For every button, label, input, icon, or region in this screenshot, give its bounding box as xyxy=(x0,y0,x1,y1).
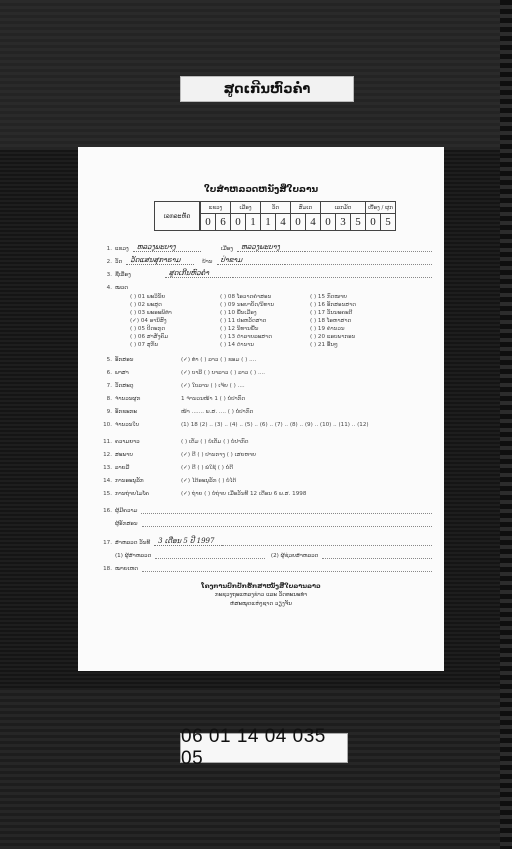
field-label: ພາສາ xyxy=(115,370,129,376)
code-header: ວັດ xyxy=(261,202,291,214)
survey-date-value: 3 ເດືອນ 5 ປີ 1997 xyxy=(154,537,222,546)
code-digit: 4 xyxy=(276,214,291,231)
code-digit: 0 xyxy=(291,214,306,231)
code-label: ເລກລະຫັດ xyxy=(154,201,200,231)
field-label: ຈຳນວນໃບ xyxy=(115,422,139,428)
field-label: ອັກຂະກະ xyxy=(115,409,137,415)
code-header: ເລກມັດ xyxy=(321,202,366,214)
field-label: ລາຍມື xyxy=(115,465,130,471)
field-survey-date: 17. ສຳຫລວດ ວັນທີ 3 ເດືອນ 5 ປີ 1997 xyxy=(90,537,432,546)
category-option: ( ) 02 ພະສູດ xyxy=(130,302,162,308)
category-option: ( ) 01 ພະວິນັຍ xyxy=(130,294,166,300)
temple-value: ວັດແສນສຸກາຣາມ xyxy=(126,256,194,265)
fields-section-b xyxy=(90,354,432,428)
field-options: (✓) ດີ ( ) ພໍໃຊ້ ( ) ບໍ່ດີ xyxy=(181,465,233,471)
field-options: (✓) ຖ່າຍ ( ) ບໍ່ຖ່າຍ ເມື່ອວັນທີ 12 ເດືອນ 6 ພ.ສ. 1998 xyxy=(181,491,307,497)
category-option: ( ) 06 ສາສັງຄົມ xyxy=(130,334,169,340)
code-header: ເມືອງ xyxy=(231,202,261,214)
category-option: ( ) 03 ພະອະພິທຳ xyxy=(130,310,172,316)
code-digit: 1 xyxy=(246,214,261,231)
field-number: 5. xyxy=(106,357,112,363)
form-field-row xyxy=(90,354,432,363)
code-header: ແຂວງ xyxy=(201,202,231,214)
code-digit: 1 xyxy=(261,214,276,231)
category-option: ( ) 19 ຄຳນວນ xyxy=(310,326,345,332)
field-label: ອັກສອນ xyxy=(115,357,134,363)
field-options: (✓) ດີ ( ) ປານກາງ ( ) ເສຍຫາຍ xyxy=(181,452,256,458)
category-option: ( ) 09 ນະຍາບັດ/ນິທານ xyxy=(220,302,275,308)
form-field-row xyxy=(90,449,432,458)
category-option: (✓) 04 ອານິສົງ xyxy=(130,318,167,324)
field-surveyors: (1) ຜູ້ສຳຫລວດ (2) ຜູ້ຊ່ວຍສຳຫລວດ xyxy=(90,550,432,559)
form-field-row xyxy=(90,488,432,497)
category-option: ( ) 16 ອັກສອນສາດ xyxy=(310,302,356,308)
code-digit: 0 xyxy=(366,214,381,231)
field-label: ການອະນຸລັກ xyxy=(115,478,144,484)
category-option: ( ) 18 ໂອຫາສາດ xyxy=(310,318,352,324)
form-field-row xyxy=(90,406,432,415)
category-option: ( ) 21 ອື່ນໆ xyxy=(310,342,338,348)
code-digit: 5 xyxy=(351,214,366,231)
fields-section-c xyxy=(90,436,432,497)
field-title: 3. ຊື່ເລື່ອງ ສູດເກີນຫົວຄ່ຳ xyxy=(90,269,432,278)
field-options: (✓) ທຳ ( ) ລາວ ( ) ຂອມ ( ) .... xyxy=(181,357,257,363)
field-remarks: 18. ໝາຍເຫດ xyxy=(90,563,432,572)
field-options: ໜ້າ ....... ພ.ສ. .... ( ) ບໍ່ປາກົດ xyxy=(181,409,254,415)
field-number: 10. xyxy=(103,422,112,428)
code-digit: 0 xyxy=(201,214,216,231)
code-digit: 6 xyxy=(216,214,231,231)
category-option: ( ) 08 ໂອວາດຄຳສອນ xyxy=(220,294,272,300)
film-edge xyxy=(500,0,512,849)
form-title: ໃບສຳຫລວດຫນັງສືໃບລານ xyxy=(203,185,319,195)
form-field-row xyxy=(90,419,432,428)
code-box xyxy=(154,201,432,231)
document-number-label: 06 01 14 04 035 05 xyxy=(180,733,348,763)
province-value: ຫລວງພະບາງ xyxy=(133,243,201,252)
field-number: 8. xyxy=(106,396,112,402)
form-footer: ໂຄງການປົກປັກຮັກສາໜັງສືໃບລານລາວ ກະຊວງຖະແຫລງຂ່າວ ແລະ ວັດທະນະທຳ ຫໍສະໝຸດແຫ່ງຊາດ ວຽງຈັນ xyxy=(201,582,321,607)
field-label: ວັດສະດຸ xyxy=(115,383,134,389)
field-label: ການຖ່າຍໄມໂຄ xyxy=(115,491,150,497)
category-option: ( ) 15 ກົດໝາຍ xyxy=(310,294,347,300)
district-value: ຫລວງພະບາງ xyxy=(237,243,305,252)
manuscript-title-value: ສູດເກີນຫົວຄ່ຳ xyxy=(165,269,233,278)
code-digit: 5 xyxy=(381,214,396,231)
code-digit: 0 xyxy=(231,214,246,231)
field-number: 13. xyxy=(103,465,112,471)
field-number: 12. xyxy=(103,452,112,458)
field-label: ຈຳນວນຜູກ xyxy=(115,396,141,402)
field-temple: 2. ວັດ ວັດແສນສຸກາຣາມ ບ້ານ ປ່າຂາມ xyxy=(90,256,432,265)
form-field-row xyxy=(90,462,432,471)
field-number: 6. xyxy=(106,370,112,376)
field-options: (✓) ບາລີ ( ) ບາລາວ ( ) ລາວ ( ) .... xyxy=(181,370,266,376)
field-label: ຄວາມຍາວ xyxy=(115,439,140,445)
category-option: ( ) 20 ແອບພາກອນ xyxy=(310,334,356,340)
form-field-row xyxy=(90,393,432,402)
form-field-row xyxy=(90,380,432,389)
field-category: 4. ໝວດ xyxy=(106,285,129,291)
category-option: ( ) 07 ສຸກັນ xyxy=(130,342,159,348)
survey-form xyxy=(78,147,444,671)
field-label: ສະພາບ xyxy=(115,452,133,458)
category-option: ( ) 17 ວັນນະຄະດີ xyxy=(310,310,353,316)
field-province: 1. ແຂວງ ຫລວງພະບາງ ເມືອງ ຫລວງພະບາງ xyxy=(90,243,432,252)
field-scribe: ຜູ້ອັກສອນ xyxy=(90,518,432,527)
code-header: ສົມເດ xyxy=(291,202,321,214)
field-number: 14. xyxy=(103,478,112,484)
field-options: 1 ຈຳນວນໜ້າ 1 ( ) ບໍ່ປາກົດ xyxy=(181,396,246,402)
title-label: ສູດເກີນຫົວຄ່ຳ xyxy=(180,76,354,102)
form-field-row xyxy=(90,367,432,376)
field-number: 9. xyxy=(106,409,112,415)
code-header: ເບື້ອງ / ຜູກ xyxy=(366,202,396,214)
code-digit: 0 xyxy=(321,214,336,231)
field-number: 11. xyxy=(103,439,112,445)
code-grid xyxy=(200,201,396,231)
code-digit: 4 xyxy=(306,214,321,231)
field-options: (✓) ໄດ້ອະນຸລັກ ( ) ບໍ່ໄດ້ xyxy=(181,478,237,484)
field-options: (✓) ໃບລານ ( ) ເຈ້ຍ ( ) .... xyxy=(181,383,245,389)
category-option: ( ) 12 ນິທານພື້ນ xyxy=(220,326,259,332)
village-value: ປ່າຂາມ xyxy=(217,256,285,265)
field-options: ( ) ເຕັມ ( ) ບໍ່ເຕັມ ( ) ບໍ່ປາກົດ xyxy=(181,439,249,445)
category-options xyxy=(130,294,400,348)
category-option: ( ) 10 ພື້ນເມືອງ xyxy=(220,310,257,316)
category-option: ( ) 14 ດຳນານ xyxy=(220,342,254,348)
category-option: ( ) 11 ປະຫວັດສາດ xyxy=(220,318,267,324)
background-top xyxy=(0,0,512,150)
field-options: (1) 18 (2) .. (3) .. (4) .. (5) .. (6) .. (7) .. (8) .. (9) .. (10) .. (11) .. (12) xyxy=(181,422,369,428)
form-field-row xyxy=(90,475,432,484)
code-digit: 3 xyxy=(336,214,351,231)
field-number: 7. xyxy=(106,383,112,389)
field-number: 15. xyxy=(103,491,112,497)
category-option: ( ) 13 ດຳລາຍລະສາດ xyxy=(220,334,272,340)
category-option: ( ) 05 ປິດະກຸດ xyxy=(130,326,166,332)
form-field-row xyxy=(90,436,432,445)
field-owner: 16. ຜູ້ມີຄວາມ xyxy=(90,505,432,514)
